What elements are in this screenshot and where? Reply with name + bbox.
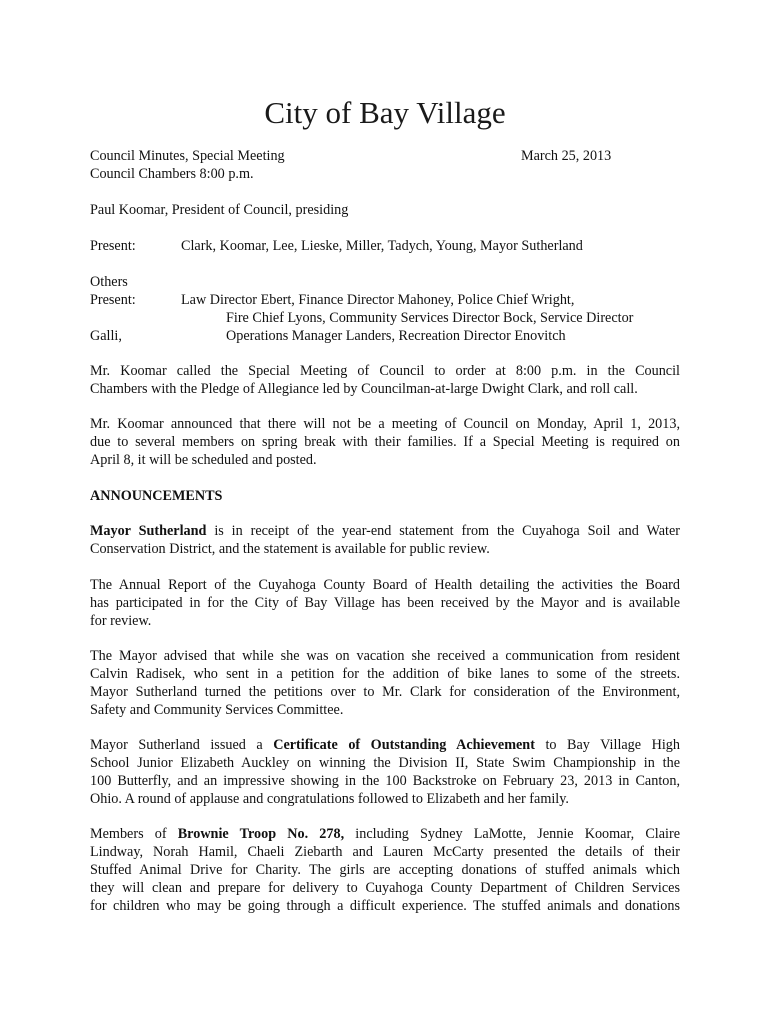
text-line: for review. <box>90 613 152 629</box>
paragraph-board-of-health <box>90 576 680 630</box>
meeting-location: Council Chambers 8:00 p.m. <box>90 166 254 182</box>
text-line: School Junior Elizabeth Auckley on winning the Division II, State Swim Championship in the <box>90 755 680 771</box>
text-line: Mayor Sutherland turned the petitions over to Mr. Clark for consideration of the Environment, <box>90 684 680 700</box>
others-names-line1: Law Director Ebert, Finance Director Mahoney, Police Chief Wright, <box>181 292 575 308</box>
text-line: Safety and Community Services Committee. <box>90 702 344 718</box>
text-line: Mayor Sutherland issued a Certificate of Outstanding Achievement to Bay Village High <box>90 737 680 753</box>
others-names-line3: Operations Manager Landers, Recreation Director Enovitch <box>226 328 566 344</box>
meeting-date: March 25, 2013 <box>521 148 612 164</box>
bold-name: Mayor Sutherland <box>90 523 207 539</box>
text-line: for children who may be going through a difficult experience. The stuffed animals and donations <box>90 898 680 914</box>
text-line: has participated in for the City of Bay Village has been received by the Mayor and is available <box>90 595 680 611</box>
text-line: April 8, it will be scheduled and posted. <box>90 452 317 468</box>
text-line: Mr. Koomar called the Special Meeting of Council to order at 8:00 p.m. in the Council <box>90 363 680 379</box>
others-names-line2: Fire Chief Lyons, Community Services Director Bock, Service Director <box>226 310 634 326</box>
text-line: Chambers with the Pledge of Allegiance led by Councilman-at-large Dwight Clark, and roll call. <box>90 381 638 397</box>
page-title: City of Bay Village <box>264 95 506 130</box>
others-label-line2: Present: <box>90 292 136 308</box>
announcements-heading: ANNOUNCEMENTS <box>90 488 223 504</box>
text-line: they will clean and prepare for delivery to Cuyahoga County Department of Children Services <box>90 880 680 896</box>
text-line: 100 Butterfly, and an impressive showing in the 100 Backstroke on February 23, 2013 in Canton, <box>90 773 680 789</box>
text-line: Calvin Radisek, who sent in a petition for the addition of bike lanes to some of the streets. <box>90 666 680 682</box>
others-label-line1: Others <box>90 274 128 290</box>
paragraph-bike-lanes <box>90 647 680 719</box>
text-line: due to several members on spring break with their families. If a Special Meeting is required on <box>90 434 680 450</box>
paragraph-no-meeting <box>90 415 680 469</box>
paragraph-soil-water <box>90 522 680 558</box>
others-label-line3: Galli, <box>90 328 122 344</box>
bold-troop: Brownie Troop No. 278, <box>177 826 345 842</box>
text-line: The Annual Report of the Cuyahoga County Board of Health detailing the activities the Board <box>90 577 680 593</box>
text-line: Mr. Koomar announced that there will not be a meeting of Council on Monday, April 1, 2013, <box>90 416 680 432</box>
text-line: Members of Brownie Troop No. 278, including Sydney LaMotte, Jennie Koomar, Claire <box>90 826 680 842</box>
text-line: Lindway, Norah Hamil, Chaeli Ziebarth and Lauren McCarty presented the details of their <box>90 844 680 860</box>
paragraph-call-to-order <box>90 362 680 398</box>
text-line: Ohio. A round of applause and congratulations followed to Elizabeth and her family. <box>90 791 569 807</box>
text-line: Stuffed Animal Drive for Charity. The girls are accepting donations of stuffed animals which <box>90 862 680 878</box>
bold-award: Certificate of Outstanding Achievement <box>273 737 535 753</box>
text-line: The Mayor advised that while she was on vacation she received a communication from resident <box>90 648 680 664</box>
meeting-type: Council Minutes, Special Meeting <box>90 148 285 164</box>
text-line: Conservation District, and the statement is available for public review. <box>90 541 490 557</box>
present-names: Clark, Koomar, Lee, Lieske, Miller, Tadych, Young, Mayor Sutherland <box>181 238 583 254</box>
text-line: Mayor Sutherland is in receipt of the year-end statement from the Cuyahoga Soil and Water <box>90 523 680 539</box>
presiding-line: Paul Koomar, President of Council, presiding <box>90 202 349 218</box>
paragraph-certificate <box>90 736 680 808</box>
present-label: Present: <box>90 238 136 254</box>
paragraph-brownie-troop <box>90 825 680 915</box>
